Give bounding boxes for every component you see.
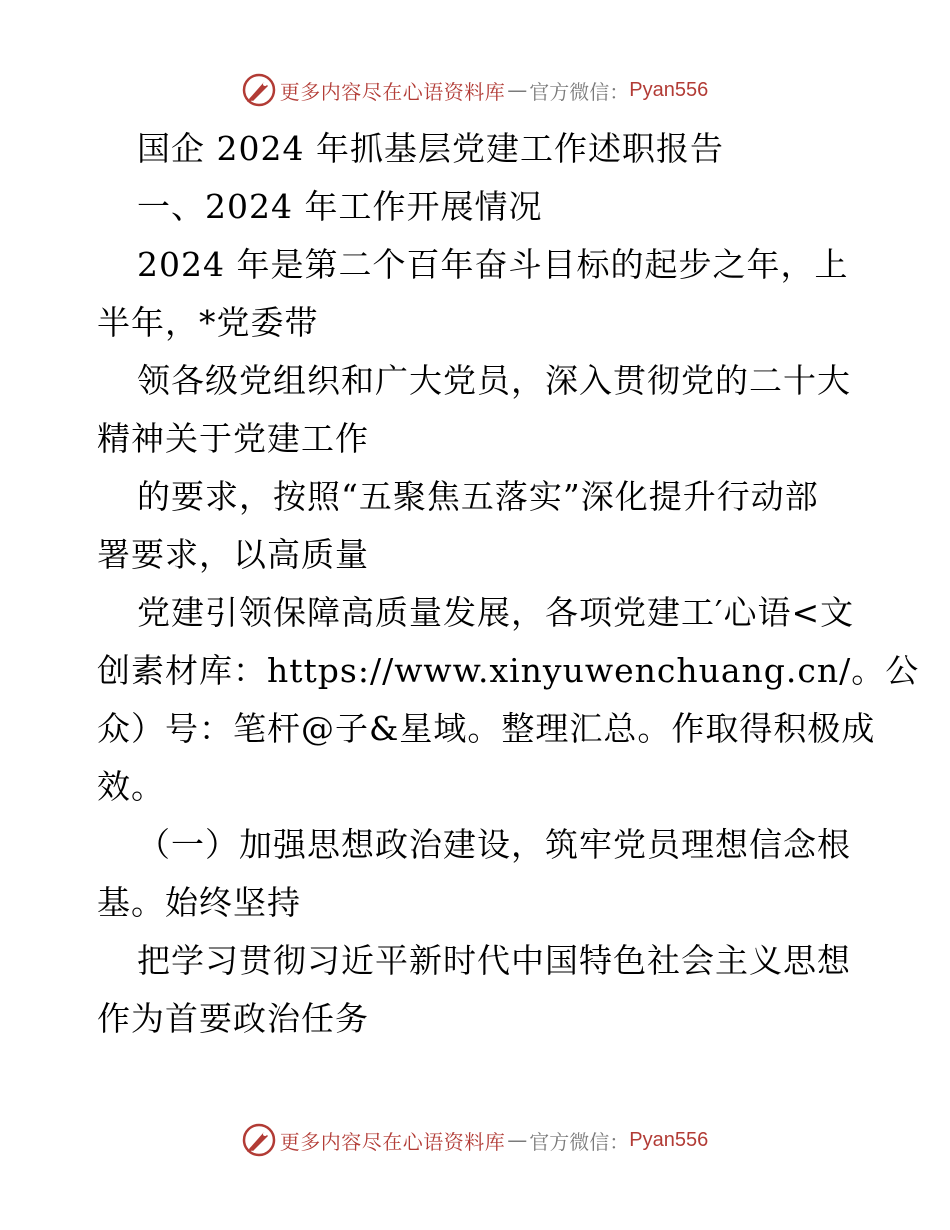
banner-site-name: 更多内容尽在心语资料库 <box>279 1129 506 1154</box>
paragraph-line: 2024 年是第二个百年奋斗目标的起步之年，上 <box>137 245 849 284</box>
banner-contact-label: 官方微信： <box>529 1129 630 1154</box>
paragraph-line: 领各级党组织和广大党员，深入贯彻党的二十大 <box>137 361 851 400</box>
subsection-heading: （一）加强思想政治建设，筑牢党员理想信念根 <box>137 825 851 864</box>
banner-contact-id: Pyan556 <box>629 78 709 101</box>
paragraph-line: 众）号：笔杆@子&星域。整理汇总。作取得积极成 <box>97 709 876 748</box>
document-title: 国企 2024 年抓基层党建工作述职报告 <box>137 129 724 168</box>
paragraph-line: 把学习贯彻习近平新时代中国特色社会主义思想 <box>137 941 851 980</box>
paragraph-line: 党建引领保障高质量发展，各项党建工′心语<文 <box>137 593 855 632</box>
paragraph-line: 作为首要政治任务 <box>97 999 369 1038</box>
pen-nib-logo-icon <box>242 73 276 107</box>
pen-nib-logo-icon <box>242 1123 276 1157</box>
banner-separator: — <box>507 1128 528 1152</box>
paragraph-line: 精神关于党建工作 <box>97 419 369 458</box>
paragraph-line: 基。始终坚持 <box>97 883 301 922</box>
header-watermark-banner <box>0 70 950 110</box>
paragraph-line: 创素材库：https://www.xinyuwenchuang.cn/。公 <box>97 651 920 690</box>
banner-separator: — <box>507 78 528 102</box>
paragraph-line: 半年，*党委带 <box>97 303 319 342</box>
section-heading: 一、2024 年工作开展情况 <box>137 187 543 226</box>
paragraph-line: 效。 <box>97 767 165 806</box>
banner-contact-id: Pyan556 <box>629 1128 709 1151</box>
footer-watermark-banner <box>0 1120 950 1160</box>
paragraph-line: 署要求，以高质量 <box>97 535 369 574</box>
paragraph-line: 的要求，按照“五聚焦五落实”深化提升行动部 <box>137 477 819 516</box>
banner-contact-label: 官方微信： <box>529 79 630 104</box>
banner-site-name: 更多内容尽在心语资料库 <box>279 79 506 104</box>
